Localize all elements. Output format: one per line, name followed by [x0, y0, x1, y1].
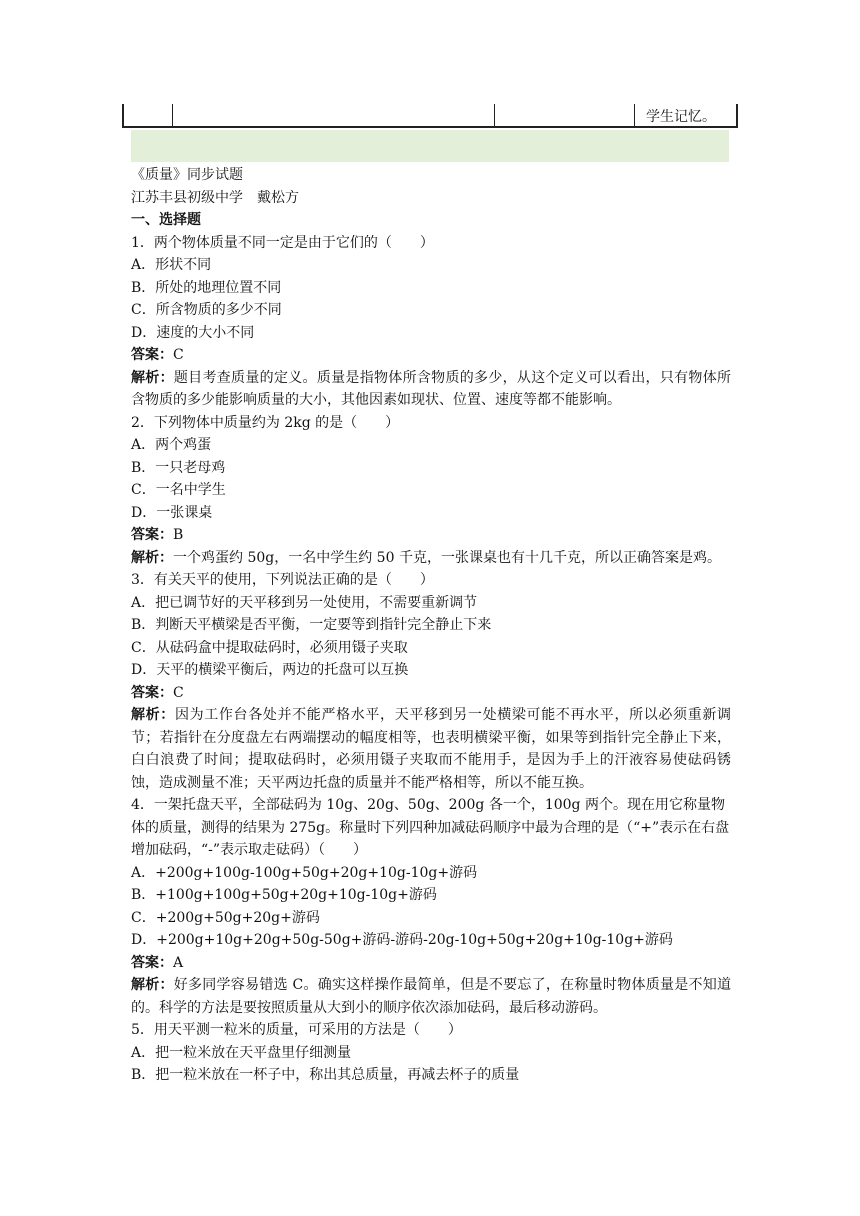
answer-line: [131, 682, 731, 705]
answer-value: C: [173, 684, 184, 701]
document-body: [131, 164, 731, 1087]
analysis-label: 解析：: [131, 369, 174, 386]
question-option: C．+200g+50g+20g+游码: [131, 909, 320, 926]
analysis-text: 因为工作台各处并不能严格水平，天平移到另一处横梁可能不再水平，所以必须重新调节；若指针在分度盘左右两端摆动的幅度相等，也表明横梁平衡，如果等到指针完全静止下来，白白浪费了时间；提取砝码时，必须用镊子夹取而不能用手，是因为手上的汗液容易使砝码锈蚀，造成测量不准；天平两边托盘的质量并不能严格相等，所以不能互换。: [131, 707, 732, 791]
table-fragment: [122, 104, 738, 128]
answer-value: C: [173, 347, 184, 363]
answer-line: [131, 344, 731, 367]
answer-line: [131, 524, 731, 547]
table-column-divider: [494, 104, 495, 126]
question-option: A．形状不同: [131, 257, 212, 273]
question-option: B．+100g+100g+50g+20g+10g-10g+游码: [131, 887, 437, 903]
question-option: B．判断天平横梁是否平衡，一定要等到指针完全静止下来: [131, 617, 492, 633]
analysis-text: 题目考查质量的定义。质量是指物体所含物质的多少，从这个定义可以看出，只有物体所含物质的多少能影响质量的大小，其他因素如现状、位置、速度等都不能影响。: [131, 369, 732, 408]
question-option: D．一张课桌: [131, 504, 213, 521]
analysis-paragraph: [131, 704, 731, 794]
question-stem: 2．下列物体中质量约为 2kg 的是（ ）: [131, 414, 400, 431]
table-cell-text: 学生记忆。: [646, 109, 716, 125]
answer-label: 答案：: [131, 347, 173, 363]
table-column-divider: [634, 104, 635, 126]
question-option: B．把一粒米放在一杯子中，称出其总质量，再减去杯子的质量: [131, 1067, 520, 1083]
question-option: A．把已调节好的天平移到另一处使用，不需要重新调节: [131, 594, 478, 611]
answer-value: B: [173, 527, 184, 543]
analysis-paragraph: [131, 547, 731, 570]
question-option: B．一只老母鸡: [131, 459, 226, 476]
question-stem: 1．两个物体质量不同一定是由于它们的（ ）: [131, 234, 434, 251]
analysis-paragraph: [131, 974, 731, 1019]
question-option: B．所处的地理位置不同: [131, 279, 282, 296]
question-option: A．两个鸡蛋: [131, 437, 212, 453]
question-option: D．+200g+10g+20g+50g-50g+游码-游码-20g-10g+50g+20g+10g-10g+游码: [131, 932, 673, 948]
question-stem: 3．有关天平的使用，下列说法正确的是（ ）: [131, 572, 434, 588]
analysis-label: 解析：: [131, 977, 174, 993]
question-option: A．+200g+100g-100g+50g+20g+10g-10g+游码: [131, 864, 478, 881]
section-heading: 一、选择题: [131, 212, 201, 228]
question-option: C．一名中学生: [131, 482, 226, 498]
question-option: D．天平的横梁平衡后，两边的托盘可以互换: [131, 662, 409, 678]
question-option: C．所含物质的多少不同: [131, 302, 282, 318]
answer-value: A: [173, 954, 184, 971]
answer-label: 答案：: [131, 954, 173, 971]
table-column-divider: [172, 104, 173, 126]
question-stem: 4．一架托盘天平，全部砝码为 10g、20g、50g、200g 各一个，100g 两个。现在用它称量物体的质量，测得的结果为 275g。称量时下列四种加减砝码顺序中最为合理的是（“+”表示在右盘增加砝码，“-”表示取走砝码）（ ）: [131, 797, 730, 858]
document-author: 江苏丰县初级中学 戴松方: [131, 189, 299, 206]
section-divider-band: [131, 130, 729, 162]
answer-line: [131, 952, 731, 975]
analysis-paragraph: [131, 367, 731, 412]
question-option: D．速度的大小不同: [131, 324, 255, 341]
analysis-text: 好多同学容易错选 C。确实这样操作最简单，但是不要忘了，在称量时物体质量是不知道的。科学的方法是要按照质量从大到小的顺序依次添加砝码，最后移动游码。: [131, 977, 731, 1016]
analysis-text: 一个鸡蛋约 50g，一名中学生约 50 千克，一张课桌也有十几千克，所以正确答案是鸡。: [173, 549, 721, 566]
analysis-label: 解析：: [131, 707, 175, 723]
question-stem: 5．用天平测一粒米的质量，可采用的方法是（ ）: [131, 1022, 462, 1038]
document-title: 《质量》同步试题: [131, 167, 243, 183]
question-option: A．把一粒米放在天平盘里仔细测量: [131, 1044, 352, 1061]
answer-label: 答案：: [131, 684, 173, 701]
question-option: C．从砝码盒中提取砝码时，必须用镊子夹取: [131, 639, 408, 656]
analysis-label: 解析：: [131, 549, 173, 566]
answer-label: 答案：: [131, 527, 173, 543]
